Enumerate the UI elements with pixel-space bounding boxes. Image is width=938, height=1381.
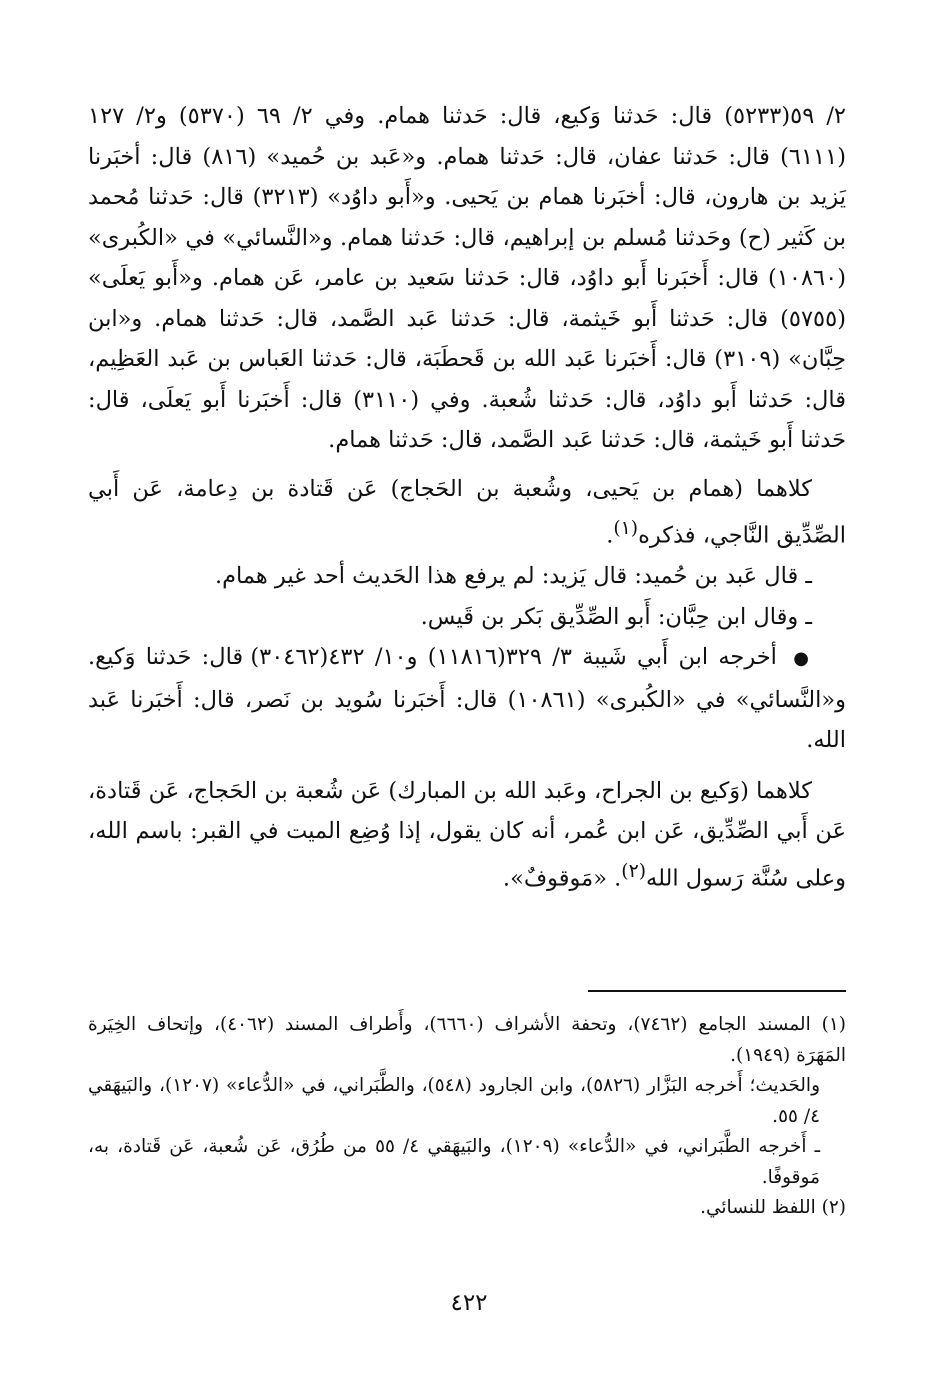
footnote-1-continuation-2: ـ أَخرجه الطَّبَراني، في «الدُّعاء» (١٢٠٩)، والبَيهَقي ٤/ ٥٥ من طُرُق، عَن شُعبة، عَن قَتادة، به، مَوقوفًا. (88, 1136, 820, 1188)
chain-text: كلاهما (همام بن يَحيى، وشُعبة بن الحَجاج) عَن قَتادة بن دِعامة، عَن أَبي الصِّدِّيق النَّاجي، فذكره (88, 475, 846, 549)
mawquf-end: . «مَوقوفٌ». (502, 865, 622, 891)
chain-end: . (606, 522, 614, 549)
main-text (88, 96, 846, 899)
footnotes (88, 1010, 846, 1224)
note-abd-bin-humaid: ـ قال عَبد بن حُميد: قال يَزيد: لم يرفع هذا الحَديث أحد غير همام. (214, 563, 812, 589)
mawquf-text: كلاهما (وَكيع بن الجراح، وعَبد الله بن المبارك) عَن شُعبة بن الحَجاج، عَن قَتادة، عَن أَبي الصِّدِّيق، عَن ابن عُمر، أنه كان يقول، إذا وُضِع الميت في القبر: باسم الله، وعلى سُنَّة رَسول الله (88, 777, 846, 891)
takhrij-paragraph (88, 637, 846, 761)
chain-paragraph (88, 469, 846, 557)
footnote-separator (588, 990, 846, 992)
hadith-sources-paragraph: ٢/ ٥٩(٥٢٣٣) قال: حَدثنا وَكيع، قال: حَدثنا همام. وفي ٢/ ٦٩ (٥٣٧٠) و٢/ ١٢٧ (٦١١١) قال: حَدثنا عفان، قال: حَدثنا همام. و«عَبد بن حُميد» (٨١٦) قال: أخبَرنا يَزيد بن هارون، قال: أخبَرنا همام بن يَحيى. و«أَبو داوُد» (٣٢١٣) قال: حَدثنا مُحمد بن كَثير (ح) وحَدثنا مُسلم بن إبراهيم، قال: حَدثنا همام. و«النَّسائي» في «الكُبرى» (١٠٨٦٠) قال: أَخبَرنا أَبو داوُد، قال: حَدثنا سَعيد بن عامر، عَن همام. و«أَبو يَعلَى» (٥٧٥٥) قال: حَدثنا أَبو خَيثمة، قال: حَدثنا عَبد الصَّمد، قال: حَدثنا همام. و«ابن حِبَّان» (٣١٠٩) قال: أَخبَرنا عَبد الله بن قَحطَبَة، قال: حَدثنا العَباس بن عَبد العَظِيم، قال: حَدثنا أَبو داوُد، قال: حَدثنا شُعبة. وفي (٣١١٠) قال: أَخبَرنا أَبو يَعلَى، قال: حَدثنا أَبو خَيثمة، قال: حَدثنا عَبد الصَّمد، قال: حَدثنا همام. (88, 103, 847, 453)
page-number: ٤٢٢ (450, 1290, 488, 1316)
bullet-icon: ● (793, 648, 812, 669)
note-ibn-hibban: ـ وقال ابن حِبَّان: أَبو الصِّدِّيق بَكر بن قَيس. (420, 603, 812, 630)
footnote-1: (١) المسند الجامع (٧٤٦٢)، وتحفة الأشراف (٦٦٦٠)، وأَطراف المسند (٤٠٦٢)، وإتحاف الخِيَرة المَهَرَة (١٩٤٩). (88, 1014, 846, 1066)
footnote-ref-1[interactable]: (١) (613, 518, 639, 539)
footnote-1-continuation: والحَديث؛ أَخرجه البَزَّار (٥٨٢٦)، وابن الجارود (٥٤٨)، والطَّبَراني، في «الدُّعاء» (١٢٠٧)، والبَيهَقي ٤/ ٥٥. (88, 1075, 821, 1127)
footnote-ref-2[interactable]: (٢) (621, 860, 647, 882)
footnote-2: (٢) اللفظ للنسائي. (700, 1197, 846, 1218)
takhrij-text: أخرجه ابن أَبي شَيبة ٣/ ٣٢٩(١١٨١٦) و١٠/ ٤٣٢(٣٠٤٦٢) قال: حَدثنا وَكيع. و«النَّسائي» في «الكُبرى» (١٠٨٦١) قال: أَخبَرنا سُويد بن نَصر، قال: أَخبَرنا عَبد الله. (88, 644, 846, 753)
mawquf-paragraph (88, 771, 846, 899)
